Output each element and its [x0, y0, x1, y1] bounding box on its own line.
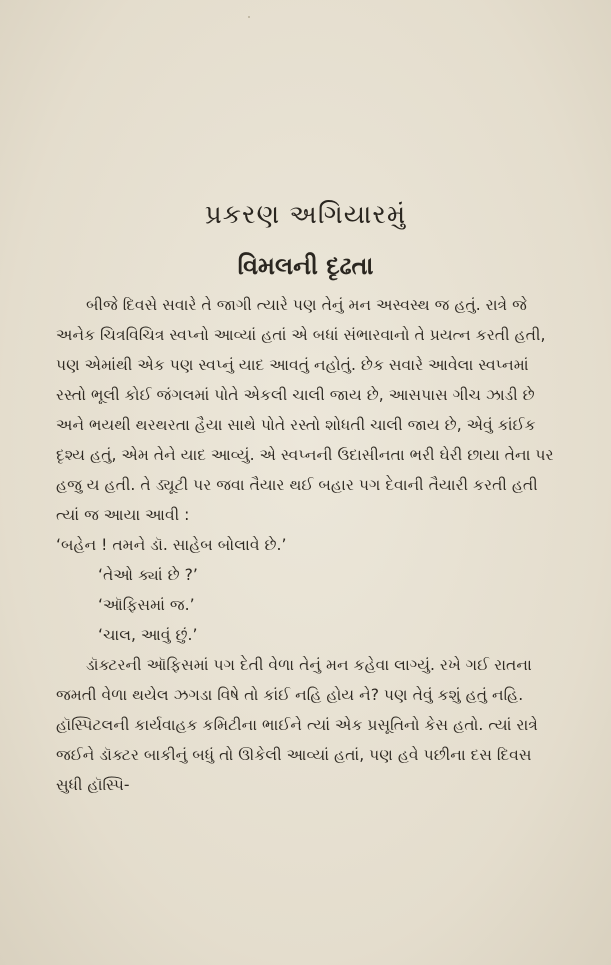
paragraph: ડૉક્ટરની ઑફિસમાં પગ દેતી વેળા તેનું મન કહેવા લાગ્યું. રખે ગઈ રાતના જમતી વેળા થયેલ ઝગડા વિષે તો કાંઈ નહિ હોય ને? પણ તેવું કશું હતું નહિ. હૉસ્પિટલની કાર્યવાહક કમિટીના ભાઈને ત્યાં એક પ્રસૂતિનો કેસ હતો. ત્યાં રાત્રે જઈને ડૉક્ટર બાકીનું બધું તો ઊકેલી આવ્યાં હતાં, પણ હવે પછીના દસ દિવસ સુધી હૉસ્પિ- [56, 656, 538, 794]
dialog-line: ‘ઑફિસમાં જ.’ [98, 596, 195, 614]
dialog-line: ‘બહેન ! તમને ડૉ. સાહેબ બોલાવે છે.’ [56, 536, 287, 554]
paper-speck [248, 16, 250, 18]
dialog-line: ‘ચાલ, આવું છું.’ [98, 626, 198, 644]
dialog-line: ‘તેઓ ક્યાં છે ?’ [98, 566, 198, 584]
chapter-title: વિમલની દૃઢતા [237, 252, 374, 280]
paragraph: બીજે દિવસે સવારે તે જાગી ત્યારે પણ તેનું મન અસ્વસ્થ જ હતું. રાત્રે જે અનેક ચિત્રવિચિત્ર સ્વપ્નો આવ્યાં હતાં એ બધાં સંભારવાનો તે પ્રયત્ન કરતી હતી, પણ એમાંથી એક પણ સ્વપ્નું યાદ આવતું નહોતું. છેક સવારે આવેલા સ્વપ્નમાં રસ્તો ભૂલી કોઈ જંગલમાં પોતે એકલી ચાલી જાય છે, આસપાસ ગીચ ઝાડી છે અને ભયથી થરથરતા હૈયા સાથે પોતે રસ્તો શોધતી ચાલી જાય છે, એવું કાંઈક દૃશ્ય હતું, એમ તેને યાદ આવ્યું. એ સ્વપ્નની ઉદાસીનતા ભરી ઘેરી છાયા તેના પર હજુ ય હતી. તે ડ્યૂટી પર જવા તૈયાર થઈ બહાર પગ દેવાની તૈયારી કરતી હતી ત્યાં જ આયા આવી : [56, 296, 554, 524]
body-text [56, 290, 556, 800]
chapter-heading: પ્રકરણ અગિયારમું [204, 200, 407, 230]
